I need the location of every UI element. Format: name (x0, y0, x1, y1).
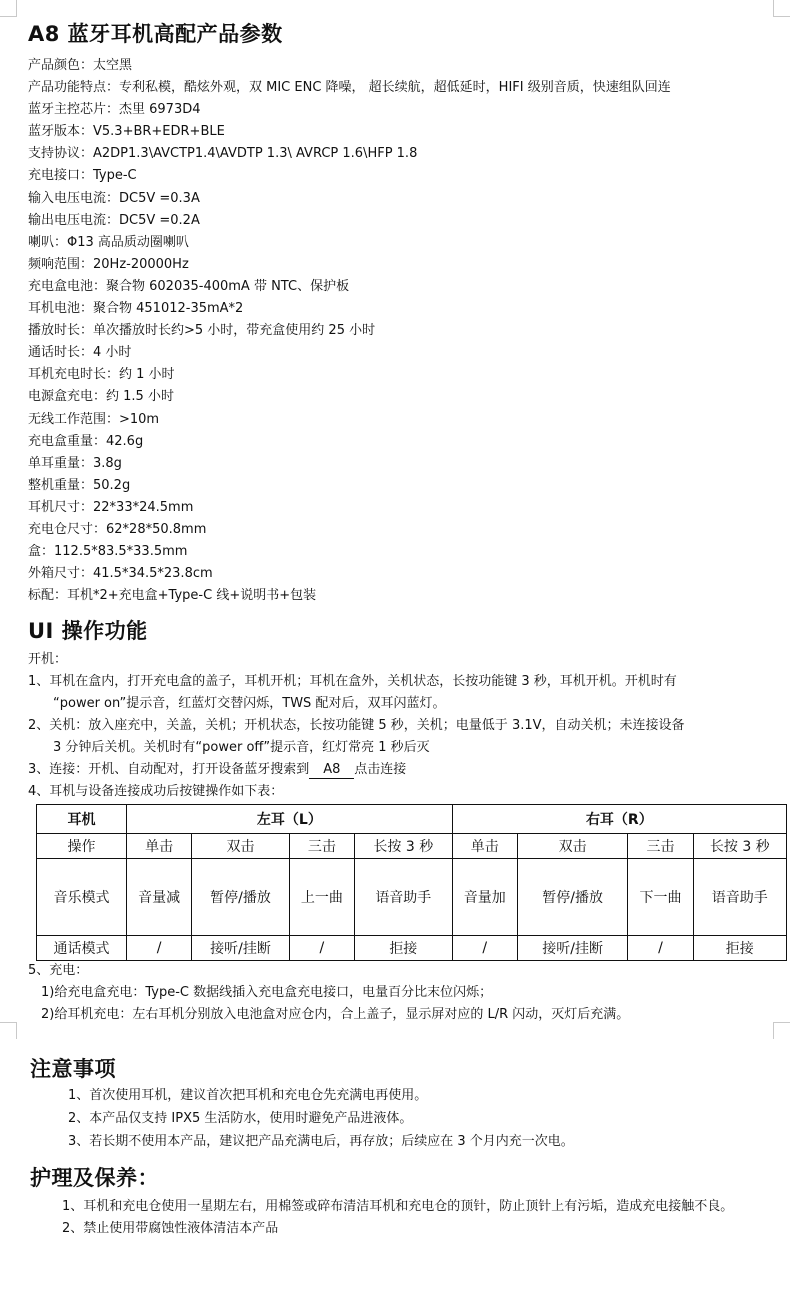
note-item: 2、本产品仅支持 IPX5 生活防水，使用时避免产品进液体。 (68, 1111, 413, 1126)
connect-step-suffix: 点击连接 (354, 762, 407, 777)
charge-earbuds-step: 2)给耳机充电：左右耳机分别放入电池盒对应仓内，合上盖子，显示屏对应的 L/R 闪动，灭灯后充满。 (41, 1007, 630, 1022)
spec-earbud-battery: 耳机电池：聚合物 451012-35mA*2 (28, 301, 244, 317)
button-operation-table (36, 804, 787, 961)
spec-case-battery: 充电盒电池：聚合物 602035-400mA 带 NTC、保护板 (28, 278, 350, 294)
device-name: A8 (309, 761, 354, 779)
spec-single-weight: 单耳重量：3.8g (28, 455, 122, 471)
spec-input: 输入电压电流：DC5V =0.3A (28, 190, 200, 206)
call-cell: / (452, 936, 517, 961)
notes-heading: 注意事项 (30, 1057, 116, 1081)
care-list (28, 1196, 780, 1240)
spec-speaker: 喇叭：Φ13 高品质动圈喇叭 (28, 234, 189, 250)
care-heading: 护理及保养： (30, 1166, 159, 1190)
spec-earbud-charge-time: 耳机充电时长：约 1 小时 (28, 367, 175, 383)
music-cell: 暂停/播放 (517, 859, 628, 936)
table-header-row (37, 805, 787, 834)
care-item-1: 1、耳机和充电仓使用一星期左右，用棉签或碎布清洁耳机和充电仓的顶针，防止顶针上有污垢，造成充电接触不良。 (62, 1199, 734, 1214)
power-off-step-cont: 3 分钟后关机。关机时有“power off”提示音，红灯常亮 1 秒后灭 (53, 740, 430, 755)
charging-instructions (28, 960, 783, 1026)
op-cell: 双击 (192, 834, 290, 859)
spec-earbud-size: 耳机尺寸：22*33*24.5mm (28, 499, 194, 515)
spec-package: 标配：耳机*2+充电盒+Type-C 线+说明书+包装 (28, 588, 317, 604)
music-cell: 音量加 (452, 859, 517, 936)
call-mode-label: 通话模式 (37, 936, 127, 961)
spec-chip: 蓝牙主控芯片：杰里 6973D4 (28, 102, 201, 118)
button-ops-intro: 4、耳机与设备连接成功后按键操作如下表： (28, 784, 284, 799)
call-cell: / (127, 936, 192, 961)
note-item: 3、若长期不使用本产品，建议把产品充满电后，再存放；后续应在 3 个月内充一次电。 (68, 1134, 574, 1149)
music-mode-label: 音乐模式 (37, 859, 127, 936)
spec-case-weight: 充电盒重量：42.6g (28, 433, 144, 449)
spec-case-size: 充电仓尺寸：62*28*50.8mm (28, 521, 207, 537)
notes-list (68, 1085, 768, 1154)
spec-bt-version: 蓝牙版本：V5.3+BR+EDR+BLE (28, 124, 225, 140)
power-on-step-1: 1、耳机在盒内，打开充电盒的盖子，耳机开机；耳机在盒外，关机状态，长按功能键 3 秒，耳机开机。开机时有 (28, 674, 677, 689)
music-cell: 下一曲 (628, 859, 693, 936)
power-off-step: 2、关机：放入座充中，关盖，关机；开机状态，长按功能键 5 秒，关机；电量低于 3.1V，自动关机；未连接设备 (28, 718, 685, 733)
music-cell: 音量减 (127, 859, 192, 936)
op-cell: 长按 3 秒 (354, 834, 452, 859)
op-cell: 单击 (452, 834, 517, 859)
spec-box-size: 盒：112.5*83.5*33.5mm (28, 544, 188, 560)
call-cell: 接听/挂断 (517, 936, 628, 961)
spec-features: 产品功能特点：专利私模，酷炫外观，双 MIC ENC 降噪， 超长续航，超低延时，HIFI 级别音质，快速组队回连 (28, 80, 671, 96)
power-on-label: 开机： (28, 652, 68, 667)
spec-protocols: 支持协议：A2DP1.3\AVCTP1.4\AVDTP 1.3\ AVRCP 1.6\HFP 1.8 (28, 146, 418, 162)
music-cell: 语音助手 (354, 859, 452, 936)
spec-playtime: 播放时长：单次播放时长约>5 小时，带充盒使用约 25 小时 (28, 323, 376, 339)
table-row-operations (37, 834, 787, 859)
page-title: A8 蓝牙耳机高配产品参数 (28, 22, 283, 46)
spec-case-charge-time: 电源盒充电：约 1.5 小时 (28, 389, 174, 405)
music-cell: 上一曲 (289, 859, 354, 936)
spec-range: 无线工作范围：>10m (28, 411, 160, 427)
operation-label: 操作 (37, 834, 127, 859)
call-cell: 拒接 (354, 936, 452, 961)
note-item: 1、首次使用耳机，建议首次把耳机和充电仓先充满电再使用。 (68, 1088, 428, 1103)
call-cell: 接听/挂断 (192, 936, 290, 961)
op-cell: 长按 3 秒 (693, 834, 786, 859)
connect-step (28, 759, 783, 781)
spec-output: 输出电压电流：DC5V =0.2A (28, 212, 200, 228)
care-item-2: 2、禁止使用带腐蚀性液体清洁本产品 (62, 1221, 279, 1236)
op-cell: 单击 (127, 834, 192, 859)
spec-list (28, 55, 783, 607)
charge-case-step: 1)给充电盒充电：Type-C 数据线插入充电盒充电接口，电量百分比末位闪烁； (41, 985, 493, 1000)
call-cell: / (289, 936, 354, 961)
table-corner-cell: 耳机 (37, 805, 127, 834)
ui-section-heading: UI 操作功能 (28, 619, 148, 643)
spec-charge-port: 充电接口：Type-C (28, 168, 137, 184)
table-row-call-mode (37, 936, 787, 961)
spec-carton-size: 外箱尺寸：41.5*34.5*23.8cm (28, 566, 213, 582)
op-cell: 三击 (289, 834, 354, 859)
connect-step-prefix: 3、连接：开机、自动配对，打开设备蓝牙搜索到 (28, 762, 310, 777)
call-cell: 拒接 (693, 936, 786, 961)
left-ear-header: 左耳（L） (127, 805, 453, 834)
op-cell: 双击 (517, 834, 628, 859)
op-cell: 三击 (628, 834, 693, 859)
crop-mark-top-left (0, 0, 17, 17)
spec-frequency: 频响范围：20Hz-20000Hz (28, 256, 189, 272)
spec-total-weight: 整机重量：50.2g (28, 477, 131, 493)
call-cell: / (628, 936, 693, 961)
table-row-music-mode (37, 859, 787, 936)
music-cell: 暂停/播放 (192, 859, 290, 936)
right-ear-header: 右耳（R） (452, 805, 786, 834)
power-on-step-1-cont: “power on”提示音，红蓝灯交替闪烁，TWS 配对后，双耳闪蓝灯。 (53, 696, 446, 711)
spec-color: 产品颜色：太空黑 (28, 58, 133, 73)
music-cell: 语音助手 (693, 859, 786, 936)
crop-mark-top-right (773, 0, 790, 17)
ui-instructions (28, 649, 783, 803)
crop-mark-bottom-left (0, 1022, 17, 1039)
charging-label: 5、充电： (28, 963, 89, 978)
spec-talktime: 通话时长：4 小时 (28, 345, 132, 361)
